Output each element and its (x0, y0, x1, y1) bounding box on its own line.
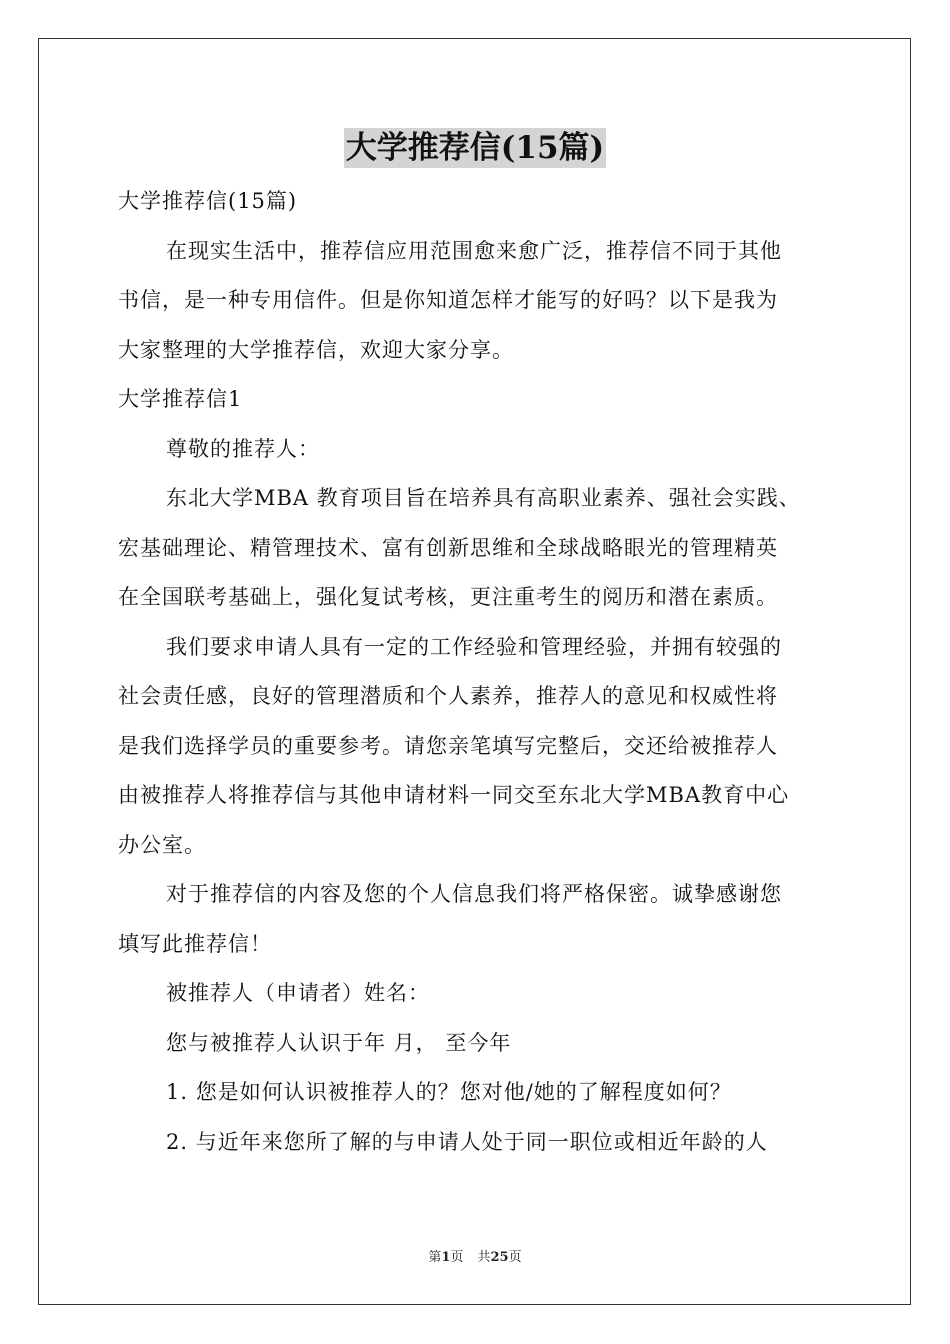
question-item: 1. 您是如何认识被推荐人的？您对他/她的了解程度如何？ (166, 1080, 732, 1104)
body-line: 由被推荐人将推荐信与其他申请材料一同交至东北大学MBA教育中心 (118, 783, 790, 807)
body-line: 在全国联考基础上，强化复试考核，更注重考生的阅历和潜在素质。 (118, 585, 778, 609)
body-line: 书信，是一种专用信件。但是你知道怎样才能写的好吗？以下是我为 (118, 288, 778, 312)
title-area (0, 128, 950, 168)
body-line: 对于推荐信的内容及您的个人信息我们将严格保密。诚挚感谢您 (166, 882, 782, 906)
page-footer (0, 1246, 950, 1265)
question-item: 2. 与近年来您所了解的与申请人处于同一职位或相近年龄的人 (166, 1129, 768, 1154)
section-heading: 大学推荐信1 (118, 387, 243, 411)
body-line: 办公室。 (118, 832, 206, 857)
form-field-label: 您与被推荐人认识于年 月， 至今年 (166, 1030, 512, 1055)
body-line: 是我们选择学员的重要参考。请您亲笔填写完整后，交还给被推荐人 (118, 733, 778, 758)
page-prefix: 第 (428, 1250, 442, 1265)
total-suffix: 页 (508, 1250, 522, 1265)
body-line: 大学推荐信(15篇) (118, 189, 298, 213)
total-pages: 25 (490, 1250, 509, 1265)
form-field-label: 被推荐人（申请者）姓名： (166, 981, 430, 1005)
body-line: 宏基础理论、精管理技术、富有创新思维和全球战略眼光的管理精英 (118, 535, 778, 560)
body-line: 我们要求申请人具有一定的工作经验和管理经验，并拥有较强的 (166, 634, 782, 659)
body-line: 尊敬的推荐人： (166, 436, 320, 461)
document-title: 大学推荐信(15篇) (345, 130, 605, 166)
page-number: 1 (441, 1250, 451, 1265)
body-line: 在现实生活中，推荐信应用范围愈来愈广泛，推荐信不同于其他 (166, 238, 782, 263)
body-line: 社会责任感，良好的管理潜质和个人素养，推荐人的意见和权威性将 (118, 684, 778, 708)
body-line: 填写此推荐信！ (118, 931, 272, 956)
body-line: 东北大学MBA 教育项目旨在培养具有高职业素养、强社会实践、 (166, 486, 801, 510)
page-suffix: 页 (450, 1250, 464, 1265)
body-line: 大家整理的大学推荐信，欢迎大家分享。 (118, 337, 514, 362)
total-prefix: 共 (477, 1250, 491, 1265)
document-body (118, 177, 848, 1167)
